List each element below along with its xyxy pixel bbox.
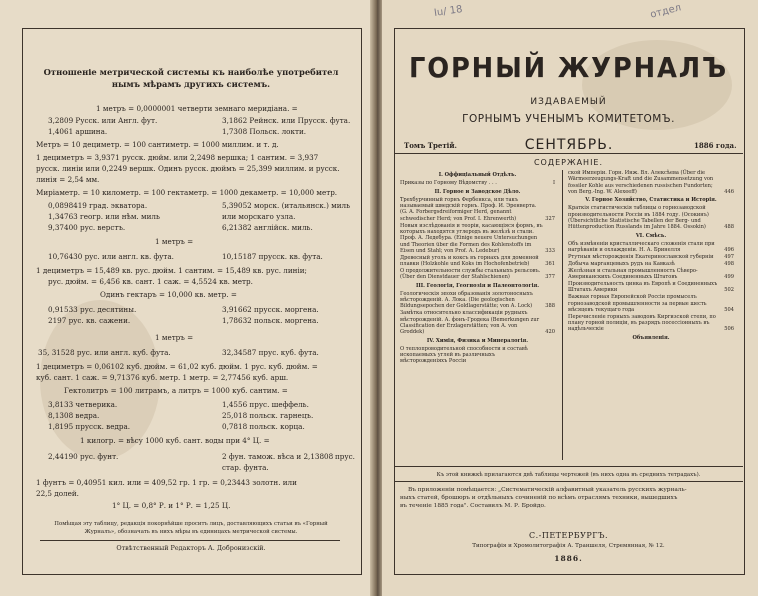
contents-entry-page: 499: [724, 274, 734, 281]
committee-name: ГОРНЫМЪ УЧЕНЫМЪ КОМИТЕТОМЪ.: [462, 113, 675, 125]
conversion-line: Гектолитръ = 100 литрамъ, а литръ = 1000 куб. сантим. =: [64, 386, 288, 395]
supplement-line-1: Въ приложеніи помѣщается: „Систематическій алфавитный указатель русскихъ журналь-: [408, 487, 687, 493]
conversion-line: 3,2809 Русск. или Англ. фут.: [48, 116, 158, 125]
contents-entry: [568, 294, 734, 313]
conversion-line: Одинъ гектаръ = 10,000 кв. метр. =: [100, 290, 237, 299]
conversion-line: 25,018 польск. гарнецъ.: [222, 411, 314, 420]
contents-entry: [568, 268, 734, 281]
contents-entry-title: Замѣтка относительно классификаціи рудныхъ мѣсторожденій. А. фонъ-Гродека (Bemerkungen zur Classification der Erzlagerstätten; von A. von Groddek): [400, 310, 540, 336]
contents-entry: [568, 314, 734, 333]
conversion-line: 32,34587 прус. куб. фута.: [222, 348, 319, 357]
conversion-line: 1 метръ =: [155, 333, 194, 342]
conversion-line: 1 дециметръ = 0,06102 куб. дюйм. = 61,02 куб. дюйм. 1 рус. куб. дюйм. =: [36, 362, 318, 371]
left-page: [0, 0, 376, 596]
conversion-line: 1 метръ = 0,0000001 четверти земнаго меридіана. =: [96, 104, 298, 113]
responsible-editor: Отвѣтственный Редакторъ А. Добронизскій.: [116, 544, 266, 552]
contents-entry-page: I: [552, 180, 555, 187]
contents-entry-page: 420: [545, 329, 555, 336]
contents-entry-title: Важная горная Европейской Россіи промыселъ горнозаводской промышленности за первые шесть мѣсяцевъ текущаго года: [568, 294, 707, 313]
contents-entry-title: Производительность цинка въ Европѣ и Соединенныхъ Штатахъ Америки: [568, 281, 718, 294]
conversion-line: 1,34763 геогр. или нѣм. миль: [48, 212, 160, 221]
contents-entry: [400, 223, 555, 254]
conversion-line: 0,0898419 град. экватора.: [48, 201, 148, 210]
conversion-line: Метръ = 10 дециметр. = 100 сантиметр. = 1000 миллим. и т. д.: [36, 140, 279, 149]
contents-entry-title: Перечисленіе горныхъ заводовъ Киргизской степи, по плану горной полиціи, въ разрядъ посессіонныхъ въ надѣльческіе: [568, 313, 716, 333]
conversion-line: 1,4061 аршина.: [48, 127, 108, 136]
conversion-line: 1 дециметръ = 3,9371 русск. дюйм. или 2,2498 вершка; 1 сантим. = 3,937: [36, 153, 319, 162]
contents-section-heading: V. Горное Хозяйство, Статистика и Исторія.: [585, 197, 717, 204]
conversion-line: 1,7308 Польск. локти.: [222, 127, 307, 136]
conversion-line: 1° Ц. = 0,8° Р. и 1° Р. = 1,25 Ц.: [112, 501, 231, 510]
contents-entry-page: 488: [724, 224, 734, 231]
conversion-line: 1,78632 польск. моргена.: [222, 316, 319, 325]
conversion-line: 3,8133 четверика.: [48, 400, 118, 409]
journal-title: ГОРНЫЙ ЖУРНАЛЪ: [408, 51, 729, 84]
conversion-line: 1,8195 прусск. ведра.: [48, 422, 131, 431]
contents-entry: [400, 197, 555, 222]
contents-entry-page: 446: [724, 188, 734, 195]
contents-entry: [400, 310, 555, 335]
header-rule: [394, 153, 743, 154]
supplement-line-3: въ теченіе 1885 года". Составилъ М. Р. Бройдо.: [400, 503, 546, 509]
conversion-line: 10,15187 прусск. кв. фута.: [222, 252, 323, 261]
footer-rule: [40, 540, 340, 541]
footnote-line-2: Журналъ», обозначать въ нихъ мѣры въ единицахъ метрической системы.: [84, 529, 298, 535]
conversion-line: 0,91533 рус. десятины.: [48, 305, 137, 314]
contents-entry-page: 388: [545, 303, 555, 310]
supplement-line-2: ныхъ статей, брошюръ и отдѣльныхъ сочиненій по всѣмъ отраслямъ техники, вышедшихъ: [400, 495, 678, 501]
contents-entry-title: Объ измѣненіи кристаллическаго сложенія стали при нагрѣваніи и охлажденіи. Н. А. Бринелля: [568, 240, 715, 254]
contents-entry-page: 377: [545, 274, 555, 281]
contents-entry: [400, 346, 555, 365]
contents-entry-title: Желѣзная и стальная промышленность Сѣверо-Американскихъ Соединенныхъ Штатовъ: [568, 267, 698, 281]
conversion-line: 2,44190 рус. фунт.: [48, 452, 119, 461]
contents-entry-page: 333: [545, 247, 555, 254]
conversion-line: Миріаметр. = 10 километр. = 100 гектаметр. = 1000 декаметр. = 10,000 метр.: [36, 188, 338, 197]
handwritten-note-1: Iu/ 18: [433, 4, 464, 19]
contents-entry: [568, 254, 734, 260]
conversion-line: рус. дюйм. = 6,456 кв. сант. 1 саж. = 4,5524 кв. метр.: [48, 277, 253, 286]
conversion-line: 1 килогр. = вѣсу 1000 куб. сант. воды при 4° Ц. =: [80, 436, 270, 445]
contents-section-heading: II. Горное и Заводское Дѣло.: [434, 188, 521, 195]
contents-entry-title: Новыя изслѣдованія и теоріи, касающіяся формъ, въ которыхъ находятся углеродъ въ желѣзѣ и стали. Проф. А. Ледебура. (Einige neuere Untersuchungen und Theorien über die Formen des Kohlenstoffs im Eisen und Stahl; von Prof. A. Ledebur): [400, 222, 543, 254]
plates-note: Къ этой книжкѣ прилагаются двѣ таблицы чертежей (въ нихъ одна въ среднихъ тетрадахъ).: [436, 472, 701, 478]
contents-entry: [568, 241, 734, 254]
contents-entry: [568, 261, 734, 267]
conversion-line: 22,5 долей.: [36, 489, 79, 498]
plates-rule: [394, 481, 743, 482]
conversion-line: 1,4556 прус. шеффель.: [222, 400, 309, 409]
contents-column-right: [568, 170, 734, 343]
contents-entry-title: О продолжительности службы стальныхъ рельсовъ. (Über den Dienstdauer der Stahlschienen): [400, 267, 541, 281]
right-page: [382, 0, 758, 596]
contents-entry-page: 504: [724, 306, 734, 313]
contents-bottom-rule: [394, 466, 743, 467]
contents-entry-page: 496: [724, 247, 734, 254]
contents-column-left: [400, 170, 555, 365]
contents-section-heading: Объявленія.: [632, 334, 670, 341]
contents-entry: [400, 291, 555, 310]
volume-label: Томъ Третій.: [404, 141, 457, 150]
contents-entry: [568, 170, 734, 195]
conversion-line: 0,7818 польск. корца.: [222, 422, 305, 431]
contents-entry-page: 497: [724, 254, 734, 261]
contents-title: СОДЕРЖАНІЕ.: [533, 158, 604, 167]
conversion-line: 10,76430 рус. или англ. кв. фута.: [48, 252, 174, 261]
contents-entry-title: Добыча марганцевыхъ рудъ на Кавказѣ: [568, 261, 675, 268]
conversion-line: 6,21382 англійск. миль.: [222, 223, 313, 232]
contents-entry-page: 498: [724, 261, 734, 268]
contents-entry-title: ской Имперіи. Горн. Инж. Вл. Алексѣева (Über die Wärmeerzeugungs-Kraft und die Zusammensetzung von fossiler Kohle aus verschiedenen russischen Fundorten; von Berg.-Ing. W. Alexeeff): [568, 170, 714, 195]
contents-section-heading: III. Геологія, Геогнозія и Палеонтологія.: [415, 282, 540, 289]
imprint-year: 1886.: [554, 554, 583, 563]
contents-entry-title: Древесный уголь и коксъ въ горнахъ для доменной плавки (Holzkohle und Koks im Hochofenbetrieb): [400, 254, 539, 268]
contents-entry-page: 327: [545, 215, 555, 222]
conversion-line: прус.: [335, 452, 355, 461]
conversion-line: 1 фунтъ = 0,40951 кил. или = 409,52 гр. 1 гр. = 0,23443 золотн. или: [36, 478, 297, 487]
conversion-line: или морскаго узла.: [222, 212, 296, 221]
contents-entry-page: 506: [724, 326, 734, 333]
printer: Типографія и Хромолитографія А. Траншеля, Стремянная, № 12.: [472, 543, 665, 549]
city: С.-ПЕТЕРБУРГЪ.: [529, 531, 608, 540]
contents-entry-title: О теплопроводительной способности и составѣ ископаемыхъ углей въ различныхъ мѣсторожденіяхъ Россіи: [400, 345, 528, 365]
conversion-line: 8,1308 ведра.: [48, 411, 100, 420]
contents-section-heading: VI. Смѣсь.: [635, 232, 667, 239]
conversion-line: 3,91662 прусск. моргена.: [222, 305, 319, 314]
conversion-line: стар. фунта.: [222, 463, 269, 472]
published-by: ИЗДАВАЕМЫЙ: [530, 97, 607, 107]
contents-section-heading: I. Оффиціальный Отдѣлъ.: [438, 172, 517, 178]
contents-entry-title: Ртутныя мѣсторожденія Екатеринославской губерніи: [568, 254, 714, 261]
conversion-line: 35, 31528 рус. или англ. куб. фута.: [38, 348, 171, 357]
conversion-line: 2197 рус. кв. сажени.: [48, 316, 131, 325]
contents-section-heading: IV. Химія, Физика и Минералогія.: [426, 337, 529, 344]
contents-entry-page: 361: [545, 261, 555, 268]
conversion-line: русск. линіи или 0,2249 вершк. Одинъ русск. дюймъ = 25,399 миллим. и русск.: [36, 164, 340, 173]
contents-entry: [568, 281, 734, 294]
contents-entry: [400, 255, 555, 268]
contents-entry-title: Геологическія эпохи образованія золотоносныхъ мѣсторожденій. А. Лока. (Die geologischen Bildungsepochen der Goldlagerstätte; von A. Lock): [400, 290, 533, 310]
contents-entry-title: Краткія статистическія таблицы о горнозаводской производительности Россіи въ 1884 году. (Осокинъ) (Übersichtliche Statistische Tabellen der Berg- und Hüttenproduction Russlands im Jahre 1884. Ossokin): [568, 205, 709, 231]
conversion-line: 1 метръ =: [155, 237, 194, 246]
conversion-line: 2 фун. тамож. вѣса и 2,13808: [222, 452, 334, 461]
conversion-line: 3,1862 Рейнск. или Прусск. фута.: [222, 116, 351, 125]
footnote-line-1: Помѣщая эту таблицу, редакція покорнѣйше проситъ лицъ, доставляющихъ статьи въ «Горный: [54, 521, 328, 527]
contents-column-divider: [562, 170, 563, 460]
contents-entry: [400, 268, 555, 281]
conversion-line: линія = 2,54 мм.: [36, 175, 100, 184]
contents-entry-title: Трехбурчинный горнъ Фербенкса, или такъ называемый шведскій горнъ. Проф. И. Эренверта. (G. A. Forbergsdreiformiger Herd, genannt schwedischer Herd; von Prof. I. Ehrenwerth): [400, 196, 537, 222]
conversion-line: 1 дециметръ = 15,489 кв. рус. дюйм. 1 сантим. = 15,489 кв. рус. линіи;: [36, 266, 307, 275]
conversion-line: 9,37400 рус. верстъ.: [48, 223, 126, 232]
year-label: 1886 года.: [694, 141, 737, 150]
table-title-line-1: Отношеніе метрической системы къ наиболѣе употребител: [43, 67, 339, 77]
handwritten-note-2: отдел: [649, 2, 683, 21]
contents-entry-title: Приказы по Горному Вѣдомству . . .: [400, 180, 497, 187]
contents-entry-page: 502: [724, 287, 734, 294]
conversion-line: куб. сант. 1 саж. = 9,71376 куб. метр. 1 метр. = 2,77456 куб. арш.: [36, 373, 289, 382]
conversion-line: 5,39052 морск. (итальянск.) миль: [222, 201, 351, 210]
contents-entry: [568, 205, 734, 230]
table-title-line-2: нымъ мѣрамъ другихъ системъ.: [111, 79, 271, 89]
contents-entry: [400, 180, 555, 186]
month-title: СЕНТЯБРЬ.: [524, 137, 614, 153]
